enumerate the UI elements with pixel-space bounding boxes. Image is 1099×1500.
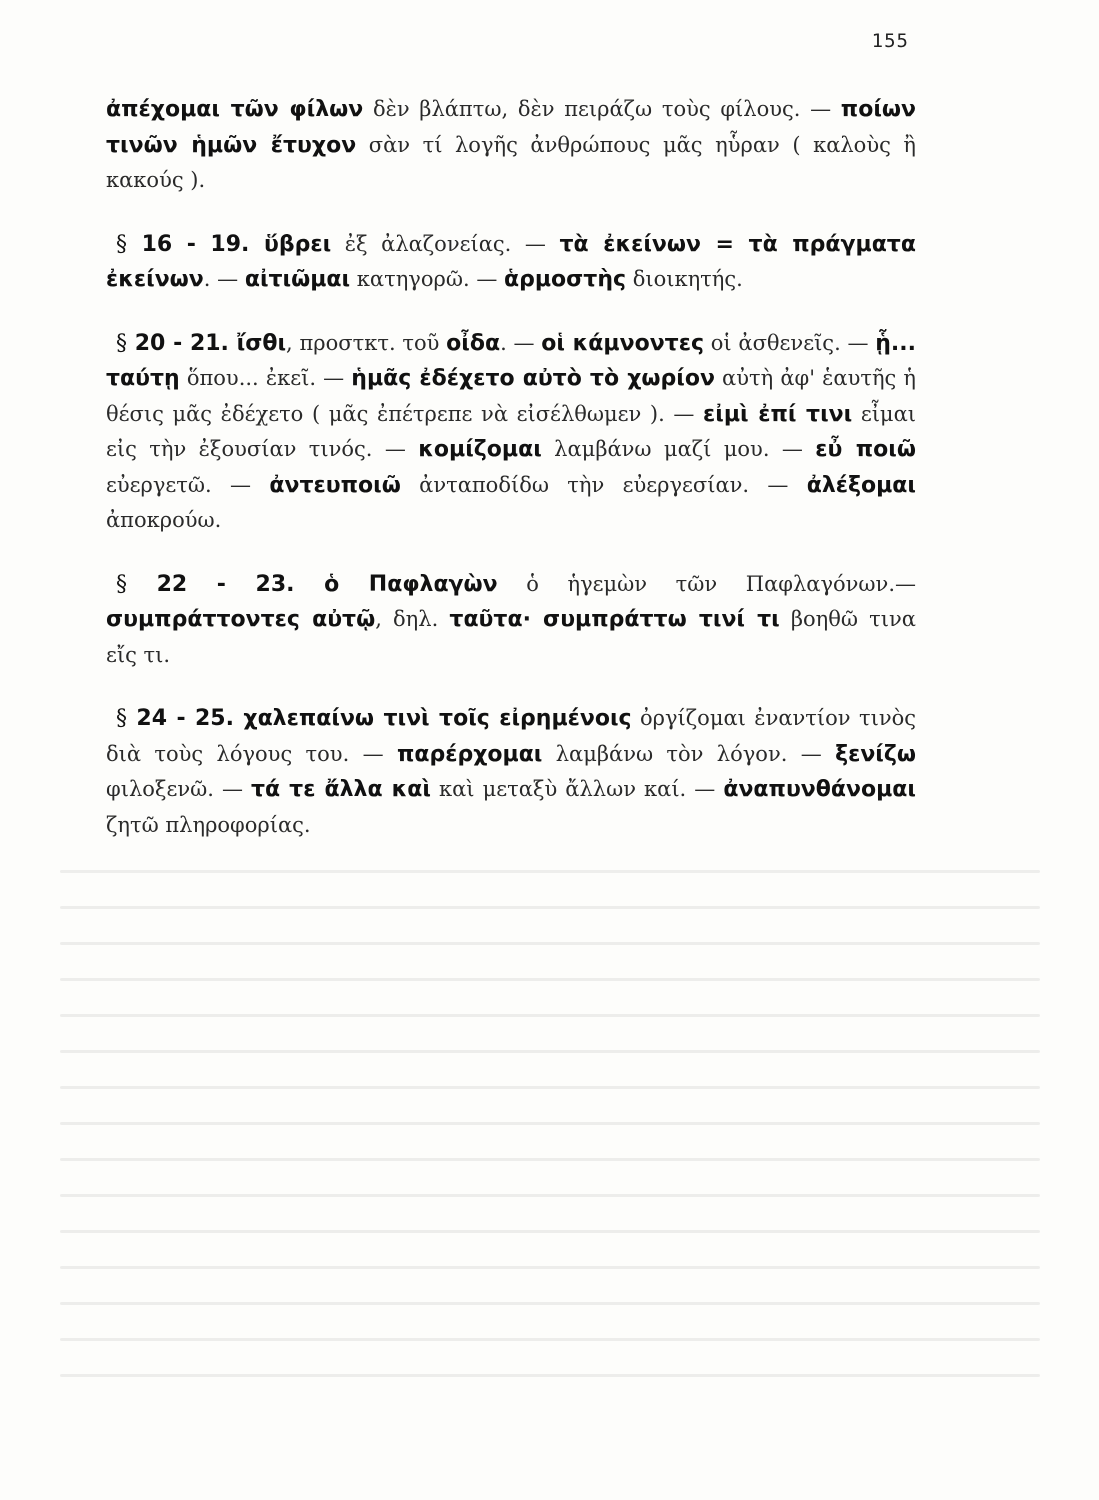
- lemma: εὖ ποιῶ: [815, 437, 916, 462]
- lemma: εἰμὶ ἐπί τινι: [703, 401, 853, 427]
- lemma: ἀλέξομαι: [806, 472, 916, 498]
- gloss: ὅπου... ἐκεῖ. —: [179, 366, 352, 390]
- gloss: βοηθῶ τινα εἴς τι.: [106, 607, 916, 667]
- section-marker: [116, 232, 249, 257]
- paragraph-1: [106, 92, 916, 199]
- lemma: ἀπέχομαι τῶν φίλων: [106, 97, 364, 122]
- gloss: ἀποκρούω.: [106, 508, 222, 532]
- section-range: 16 - 19.: [141, 231, 250, 257]
- paragraph-5: [106, 701, 916, 843]
- lemma: παρέρχομαι: [396, 741, 543, 767]
- section-marker: [116, 572, 295, 597]
- lemma: ἡμᾶς ἐδέχετο αὐτὸ τὸ χωρίον: [351, 366, 715, 391]
- lemma: ποίων τινῶν ἡμῶν ἔτυχον: [106, 97, 916, 158]
- section-marker: [116, 331, 229, 356]
- gloss: ἐξ ἀλαζονείας. —: [331, 231, 560, 256]
- section-range: 20 - 21.: [134, 330, 229, 356]
- gloss: , προστκτ. τοῦ: [286, 330, 447, 355]
- gloss: οἱ ἀσθενεῖς. —: [704, 330, 876, 355]
- lemma: ἀναπυνθάνομαι: [723, 777, 916, 802]
- gloss: . —: [500, 330, 542, 355]
- section-sign-icon: §: [116, 706, 127, 731]
- section-marker: [116, 706, 234, 731]
- section-sign-icon: §: [116, 571, 127, 597]
- gloss: δὲν βλάπτω, δὲν πειράζω τοὺς φίλους. —: [363, 97, 841, 121]
- paragraph-3: [106, 326, 916, 539]
- lemma: ταῦτα· συμπράττω τινί τι: [449, 607, 780, 632]
- lemma: ἁρμοστὴς: [504, 267, 627, 292]
- lemma: ὕβρει: [249, 231, 332, 257]
- page-number: 155: [871, 30, 909, 52]
- gloss: ὁ ἡγεμὼν τῶν Παφλαγόνων.—: [497, 571, 916, 596]
- lemma: τά τε ἄλλα καὶ: [251, 777, 431, 802]
- gloss: εἶμαι εἰς τὴν ἐξουσίαν τινός. —: [106, 401, 916, 461]
- commentary-text: [106, 92, 916, 843]
- gloss: σὰν τί λογῆς ἀνθρώπους μᾶς ηὗραν ( καλοὺς ἢ κακούς ).: [106, 132, 916, 192]
- gloss: καὶ μεταξὺ ἄλλων καί. —: [430, 777, 724, 801]
- lemma: οἱ κάμνοντες: [541, 330, 705, 356]
- gloss: , δηλ.: [375, 607, 450, 631]
- gloss: αὐτὴ ἀφ' ἑαυτῆς ἡ θέσις μᾶς ἐδέχετο ( μᾶς ἐπέτρεπε νὰ εἰσέλθωμεν ). —: [106, 366, 916, 426]
- gloss: ὀργίζομαι ἐναντίον τινὸς διὰ τοὺς λόγους του. —: [106, 706, 916, 766]
- paragraph-2: [106, 227, 916, 298]
- lemma: ἀντευποιῶ: [269, 472, 401, 498]
- lemma: ξενίζω: [835, 741, 916, 767]
- lemma: κομίζομαι: [418, 437, 542, 462]
- lemma: αἰτιῶμαι: [244, 267, 351, 292]
- lemma: ἴσθι: [228, 330, 287, 356]
- lemma: χαλεπαίνω τινὶ τοῖς εἰρημένοις: [233, 706, 632, 731]
- section-sign-icon: §: [116, 231, 127, 257]
- section-range: 24 - 25.: [136, 706, 234, 731]
- gloss: φιλοξενῶ. —: [106, 777, 251, 801]
- lemma: τὰ ἐκείνων = τὰ πράγματα ἐκείνων: [106, 231, 916, 292]
- lemma: οἶδα: [446, 330, 501, 356]
- paragraph-4: [106, 567, 916, 674]
- lemma: συμπράττοντες αὐτῷ: [106, 607, 376, 632]
- lemma: ᾗ... ταύτῃ: [106, 330, 916, 391]
- gloss: . —: [203, 267, 245, 291]
- show-through-texture: [60, 870, 1040, 1430]
- section-sign-icon: §: [116, 330, 127, 356]
- section-range: 22 - 23.: [156, 571, 295, 597]
- gloss: ἀνταποδίδω τὴν εὐεργεσίαν. —: [400, 472, 807, 497]
- gloss: εὐεργετῶ. —: [106, 472, 270, 497]
- gloss: ζητῶ πληροφορίας.: [106, 812, 311, 837]
- gloss: διοικητής.: [626, 267, 743, 291]
- gloss: λαμβάνω τὸν λόγον. —: [542, 741, 836, 766]
- gloss: κατηγορῶ. —: [350, 267, 504, 291]
- lemma: ὁ Παφλαγὼν: [294, 571, 498, 597]
- gloss: λαμβάνω μαζί μου. —: [541, 437, 816, 461]
